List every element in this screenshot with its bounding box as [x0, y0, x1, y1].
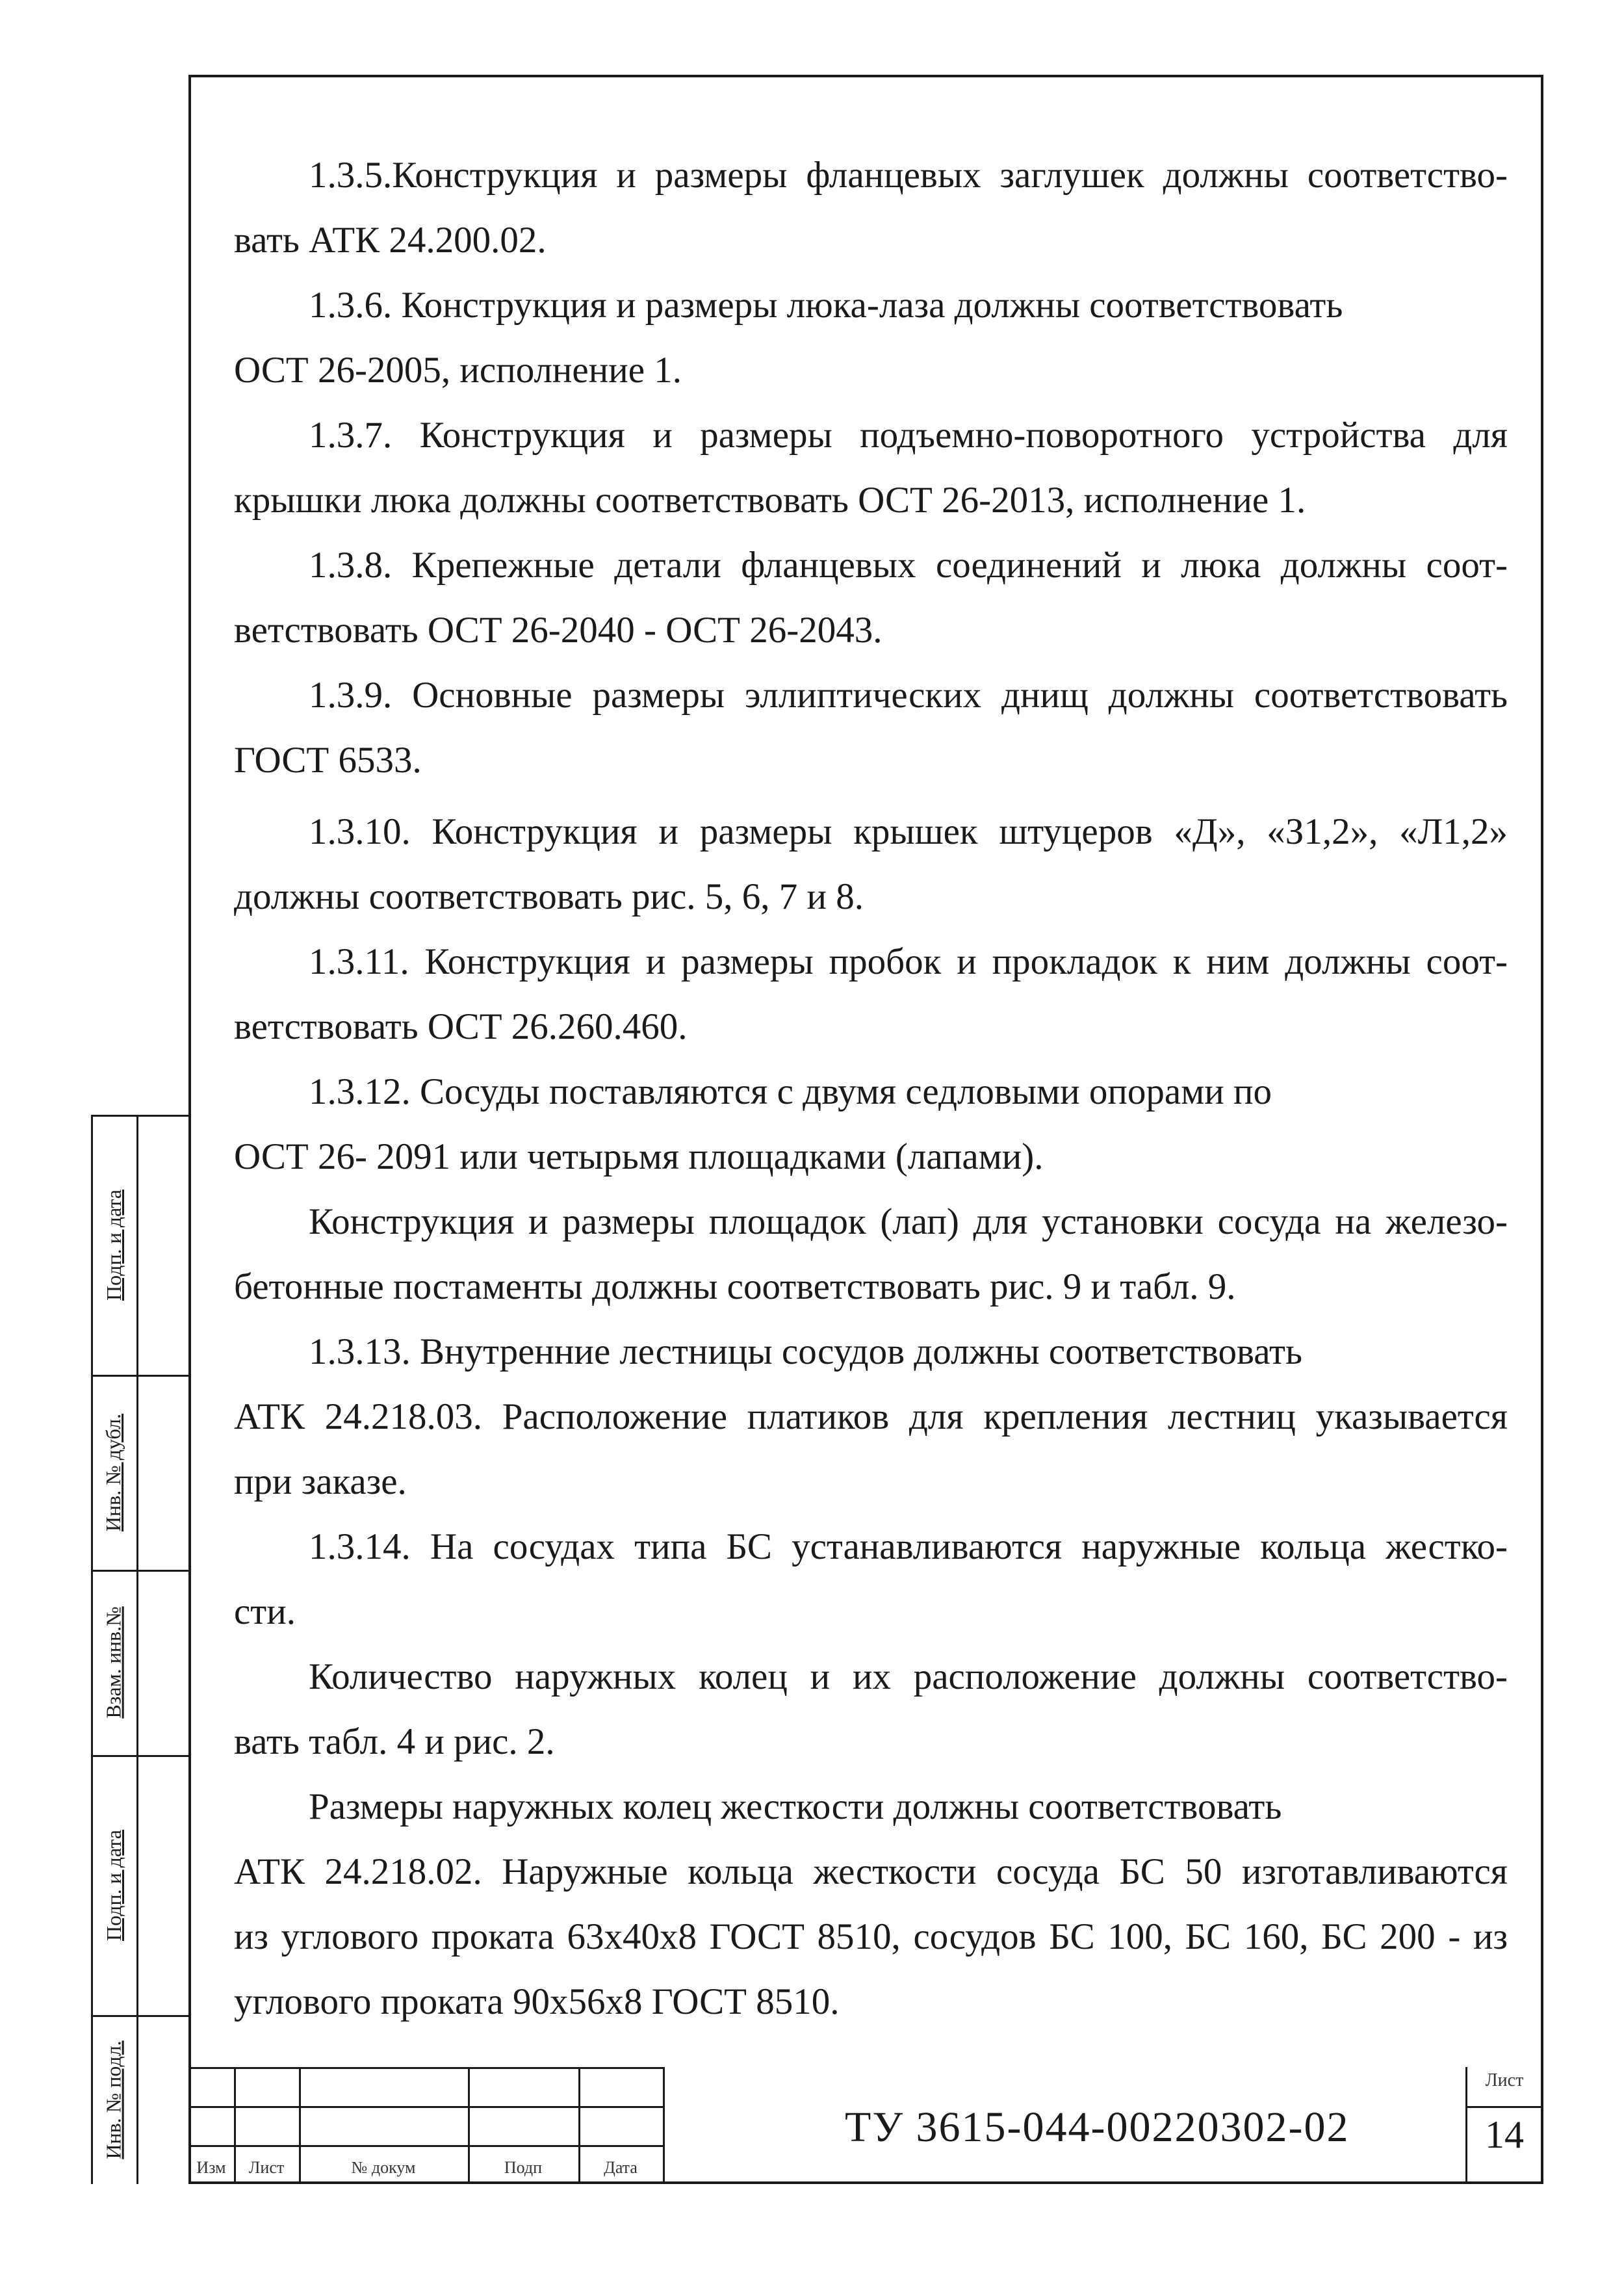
text-line: 1.3.14. На сосудах типа БС устанавливаются наружные кольца жестко- [309, 1526, 1508, 1567]
text-line: 1.3.9. Основные размеры эллиптических днищ должны соответствовать [309, 675, 1508, 716]
document-code: ТУ 3615-044-00220302-02 [845, 2103, 1350, 2151]
text-line: вать табл. 4 и рис. 2. [234, 1721, 555, 1762]
side-label: Инв. № дубл. [101, 1413, 125, 1531]
title-block [188, 2067, 1543, 2184]
col-izm: Изм [196, 2158, 226, 2177]
text-line: должны соответствовать рис. 5, 6, 7 и 8. [234, 876, 864, 917]
side-label: Подп. и дата [101, 1189, 125, 1301]
text-line: вать АТК 24.200.02. [234, 220, 547, 261]
text-line: Размеры наружных колец жесткости должны соответствовать [309, 1786, 1282, 1827]
text-line: 1.3.5.Конструкция и размеры фланцевых заглушек должны соответство- [309, 155, 1508, 196]
text-line: бетонные постаменты должны соответствовать рис. 9 и табл. 9. [234, 1266, 1236, 1307]
side-label: Взам. инв.№ [101, 1606, 125, 1719]
text-line: Количество наружных колец и их расположение должны соответство- [309, 1656, 1508, 1697]
sheet-caption: Лист [1485, 2070, 1524, 2090]
text-line: 1.3.10. Конструкция и размеры крышек штуцеров «Д», «З1,2», «Л1,2» [309, 811, 1508, 852]
text-line: 1.3.8. Крепежные детали фланцевых соединений и люка должны соот- [309, 545, 1508, 586]
text-line: ОСТ 26- 2091 или четырьмя площадками (лапами). [234, 1136, 1044, 1177]
text-line: 1.3.11. Конструкция и размеры пробок и прокладок к ним должны соот- [309, 941, 1508, 982]
text-line: из углового проката 63х40х8 ГОСТ 8510, сосудов БС 100, БС 160, БС 200 - из [234, 1916, 1508, 1957]
text-line: сти. [234, 1591, 296, 1632]
text-line: ГОСТ 6533. [234, 740, 422, 781]
text-line: при заказе. [234, 1461, 407, 1502]
col-date: Дата [604, 2158, 638, 2177]
text-line: АТК 24.218.03. Расположение платиков для крепления лестниц указывается [234, 1396, 1508, 1437]
text-line: 1.3.6. Конструкция и размеры люка-лаза должны соответствовать [309, 285, 1343, 326]
text-line: 1.3.7. Конструкция и размеры подъемно-поворотного устройства для [309, 415, 1508, 456]
col-list: Лист [248, 2158, 285, 2177]
side-stamp [91, 1115, 188, 2184]
text-line: 1.3.12. Сосуды поставляются с двумя седловыми опорами по [309, 1071, 1272, 1112]
text-line: крышки люка должны соответствовать ОСТ 26-2013, исполнение 1. [234, 480, 1306, 521]
text-line: АТК 24.218.02. Наружные кольца жесткости сосуда БС 50 изготавливаются [234, 1851, 1508, 1892]
text-line: ветствовать ОСТ 26.260.460. [234, 1006, 688, 1047]
side-label: Подп. и дата [101, 1829, 125, 1941]
col-doc: № докум [351, 2158, 416, 2177]
text-line: Конструкция и размеры площадок (лап) для установки сосуда на железо- [309, 1201, 1508, 1242]
text-line: ОСТ 26-2005, исполнение 1. [234, 350, 682, 391]
text-line: 1.3.13. Внутренние лестницы сосудов должны соответствовать [309, 1331, 1302, 1372]
text-line: углового проката 90х56х8 ГОСТ 8510. [234, 1981, 840, 2022]
side-label: Инв. № подл. [101, 2040, 125, 2159]
sheet-number: 14 [1485, 2113, 1524, 2156]
col-sign: Подп [504, 2158, 543, 2177]
text-line: ветствовать ОСТ 26-2040 - ОСТ 26-2043. [234, 610, 883, 651]
